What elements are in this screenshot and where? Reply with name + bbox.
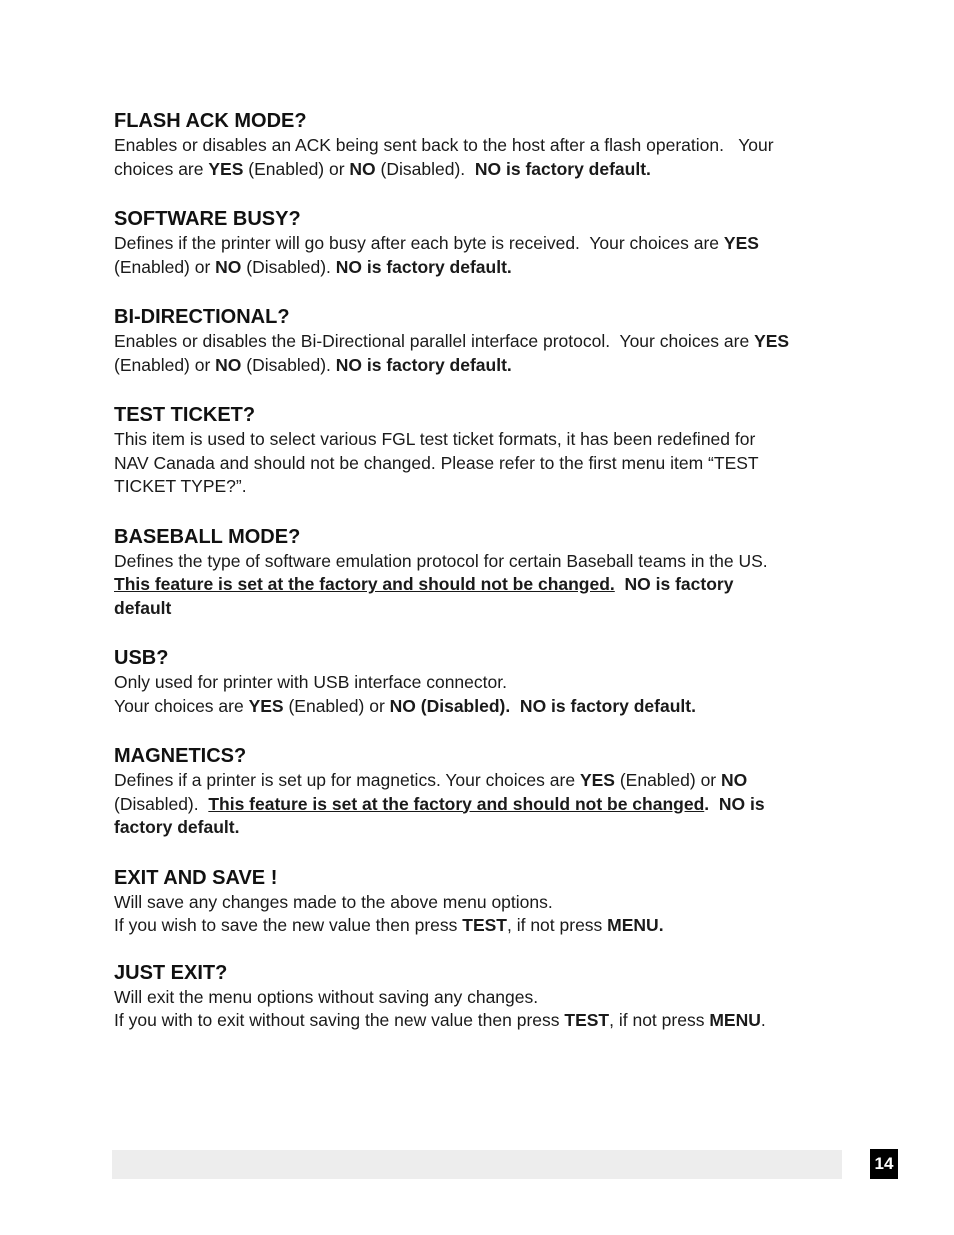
description-line [114,452,842,476]
body-text: , if not press [506,915,608,935]
emphasized-text: YES [208,158,244,179]
emphasized-text [114,574,615,594]
description-line [114,475,842,499]
description-line [114,597,842,621]
section-heading: MAGNETICS? [114,745,247,767]
description-line [114,573,842,597]
section-heading: EXIT AND SAVE ! [114,866,278,889]
section-heading: SOFTWARE BUSY? [114,208,301,230]
description-line [114,914,842,938]
body-text: If you with to exit without saving the new value then press [114,1010,565,1030]
section-heading: USB? [114,647,169,669]
body-text: Will save any changes made to the above menu options. [114,891,553,912]
description-line [114,986,842,1010]
section-heading: TEST TICKET? [114,404,256,426]
description-line [114,793,842,817]
menu-option-section [114,743,842,840]
description-line [114,232,842,256]
emphasized-text [208,794,704,814]
section-heading: BI-DIRECTIONAL? [114,306,290,328]
emphasized-text: factory default. [114,817,240,837]
menu-option-section [114,524,842,621]
section-heading: JUST EXIT? [114,961,228,984]
body-text: (Disabled). [375,158,475,179]
menu-option-section [114,402,842,499]
description-line [114,354,842,378]
description-line [114,330,842,354]
body-text: If you wish to save the new value then press [114,915,463,935]
emphasized-text: NO (Disabled). NO is factory default. [389,695,696,716]
body-text: . [760,1010,766,1030]
body-text: (Enabled) or [283,695,390,716]
body-text: Only used for printer with USB interface connector. [114,672,507,692]
footer-bar [112,1150,842,1179]
description-line [114,695,842,719]
section-description [114,986,842,1033]
section-heading: BASEBALL MODE? [114,525,301,548]
section-spacer [114,279,842,304]
menu-option-section [114,206,842,279]
manual-content [114,108,842,1033]
description-line [114,769,842,793]
section-description [114,232,842,279]
section-description [114,671,842,718]
emphasized-text: TEST [462,915,507,935]
body-text: This item is used to select various FGL test ticket formats, it has been redefined for [114,429,756,449]
section-description [114,550,842,621]
menu-option-section [114,108,842,181]
menu-option-section [114,645,842,718]
description-line [114,550,842,574]
emphasized-text: MENU [709,1010,761,1030]
menu-option-section [114,960,842,1033]
description-line [114,816,842,840]
description-line [114,134,842,158]
section-spacer [114,938,842,960]
body-text: , if not press [609,1010,710,1030]
emphasized-text: YES [754,331,790,351]
body-text: (Enabled) or [243,158,350,179]
body-text: choices are [114,158,209,179]
menu-option-section [114,304,842,377]
emphasized-underlined-text: This feature is set at the factory and should not be changed [208,793,705,814]
body-text: TICKET TYPE?”. [114,476,247,496]
emphasized-text: . NO is [704,793,765,814]
emphasized-text: NO [349,158,376,179]
body-text: (Disabled). [241,256,336,277]
description-line [114,891,842,915]
body-text: (Disabled). [114,793,209,814]
section-spacer [114,377,842,402]
emphasized-underlined-text: This feature is set at the factory and should not be changed. [114,574,615,594]
section-spacer [114,499,842,524]
description-line [114,256,842,280]
body-text: (Enabled) or [114,256,216,277]
emphasized-text: YES [248,695,284,716]
page-number: 14 [870,1149,898,1179]
body-text: Your choices are [114,695,249,716]
section-spacer [114,718,842,743]
emphasized-text: TEST [564,1010,610,1030]
description-line [114,671,842,695]
section-description [114,330,842,377]
body-text: Enables or disables the Bi-Directional parallel interface protocol. Your choices are [114,331,755,351]
emphasized-text: NO [215,256,242,277]
emphasized-text: NO [721,770,748,790]
body-text: Defines if a printer is set up for magnetics. Your choices are [114,770,580,790]
emphasized-text: NO is factory default. [474,158,651,179]
emphasized-text: YES [579,770,615,790]
description-line [114,158,842,182]
section-spacer [114,620,842,645]
emphasized-text: NO is factory default. [335,256,512,277]
emphasized-text: MENU. [607,915,664,935]
description-line [114,1009,842,1033]
section-description [114,769,842,840]
body-text: (Enabled) or [614,770,721,790]
body-text: Will exit the menu options without saving any changes. [114,986,539,1007]
emphasized-text: YES [723,233,759,253]
section-description [114,891,842,938]
body-text: (Enabled) or [114,354,216,375]
body-text: Enables or disables an ACK being sent back to the host after a flash operation. Your [114,135,774,155]
body-text: (Disabled). [241,354,336,375]
section-spacer [114,181,842,206]
body-text: Defines the type of software emulation protocol for certain Baseball teams in the US. [114,550,768,571]
menu-option-section [114,865,842,938]
emphasized-text: NO is factory default. [335,354,512,375]
emphasized-text: default [114,597,172,618]
body-text: Defines if the printer will go busy after each byte is received. Your choices are [114,233,724,253]
emphasized-text: NO is factory [614,574,734,594]
body-text: NAV Canada and should not be changed. Please refer to the first menu item “TEST [114,452,759,473]
section-heading: FLASH ACK MODE? [114,110,307,132]
description-line [114,428,842,452]
section-description [114,428,842,499]
emphasized-text: NO [215,354,242,375]
section-spacer [114,840,842,865]
section-description [114,134,842,181]
